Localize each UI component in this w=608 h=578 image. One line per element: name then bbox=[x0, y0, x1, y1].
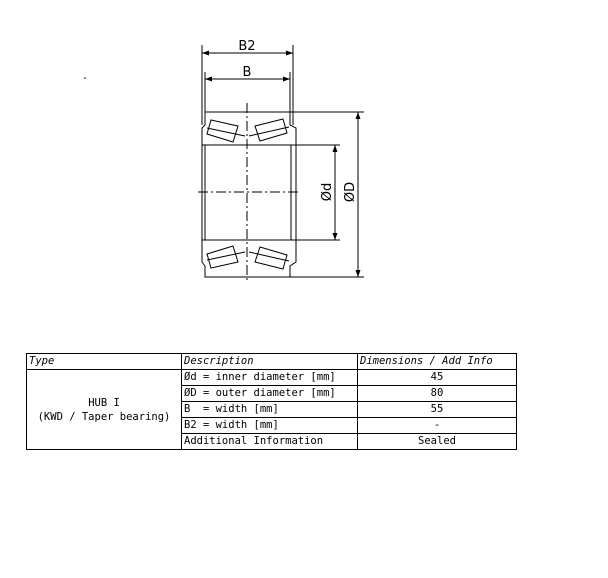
header-description: Description bbox=[182, 354, 358, 370]
specification-table bbox=[26, 353, 517, 450]
b2-label: B2 bbox=[238, 39, 256, 54]
row-description: ØD = outer diameter [mm] bbox=[182, 386, 358, 402]
row-value: 45 bbox=[358, 370, 517, 386]
bearing-body bbox=[202, 112, 296, 277]
row-description: Additional Information bbox=[182, 434, 358, 450]
table-header-row bbox=[27, 354, 517, 370]
row-value: Sealed bbox=[358, 434, 517, 450]
header-dimensions: Dimensions / Add Info bbox=[358, 354, 517, 370]
row-description: B = width [mm] bbox=[182, 402, 358, 418]
type-name: HUB I bbox=[88, 396, 120, 409]
row-description: B2 = width [mm] bbox=[182, 418, 358, 434]
row-value: - bbox=[358, 418, 517, 434]
type-cell bbox=[27, 370, 182, 450]
header-type: Type bbox=[27, 354, 182, 370]
inner-diameter-label: Ød bbox=[320, 182, 335, 202]
table-row bbox=[27, 370, 517, 386]
stray-dot bbox=[84, 77, 86, 79]
row-value: 80 bbox=[358, 386, 517, 402]
row-value: 55 bbox=[358, 402, 517, 418]
type-subtitle: (KWD / Taper bearing) bbox=[37, 410, 171, 423]
outer-diameter-label: ØD bbox=[343, 181, 358, 203]
row-description: Ød = inner diameter [mm] bbox=[182, 370, 358, 386]
b-label: B bbox=[242, 65, 252, 80]
